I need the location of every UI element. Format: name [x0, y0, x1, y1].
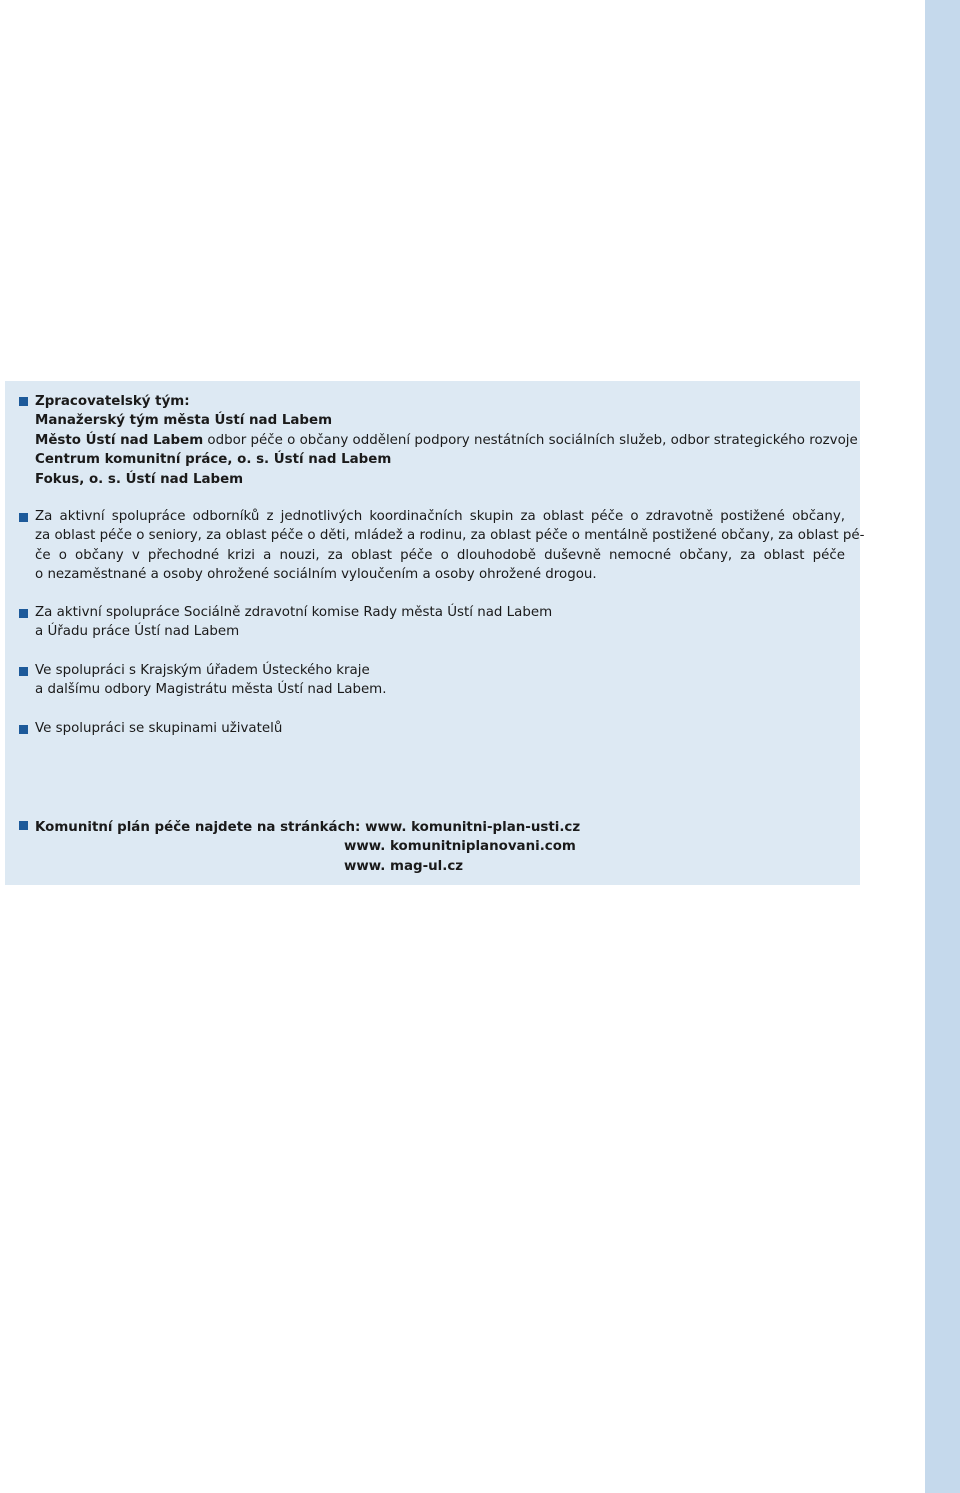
commission-block	[35, 603, 845, 642]
users-line-1: Ve spolupráci se skupinami uživatelů	[35, 721, 283, 736]
bullet-icon	[19, 821, 28, 830]
team-line-2	[35, 431, 858, 450]
web-label: Komunitní plán péče najdete na stránkách:	[35, 820, 366, 835]
bullet-icon	[19, 397, 28, 406]
web-url-2[interactable]: www. komunitniplanovani.com	[344, 839, 576, 855]
region-line-1: Ve spolupráci s Krajským úřadem Ústeckého kraje	[35, 663, 370, 678]
experts-line-3: če o občany v přechodné krizi a nouzi, za oblast péče o dlouhodobě duševně nemocné občany, za oblast péče	[35, 547, 845, 563]
experts-block	[35, 507, 865, 585]
team-line-4: Fokus, o. s. Ústí nad Labem	[35, 471, 244, 487]
experts-line-4: o nezaměstnané a osoby ohrožené sociálním vyloučením a osoby ohrožené drogou.	[35, 567, 597, 583]
commission-line-2: a Úřadu práce Ústí nad Labem	[35, 624, 240, 640]
bullet-icon	[19, 725, 28, 734]
team-line-2-rest: odbor péče o občany oddělení podpory nestátních sociálních služeb, odbor strategického rozvoje	[203, 432, 858, 448]
web-line-1	[35, 818, 580, 837]
team-line-1: Manažerský tým města Ústí nad Labem	[35, 413, 333, 429]
bullet-icon	[19, 513, 28, 522]
commission-line-1: Za aktivní spolupráce Sociálně zdravotní komise Rady města Ústí nad Labem	[35, 605, 553, 620]
web-url-1[interactable]: www. komunitni-plan-usti.cz	[365, 820, 581, 835]
experts-line-1: Za aktivní spolupráce odborníků z jednotlivých koordinačních skupin za oblast péče o zdravotně postižené občany,	[35, 509, 845, 524]
team-block	[35, 392, 858, 489]
bullet-icon	[19, 609, 28, 618]
team-line-2-bold: Město Ústí nad Labem	[35, 432, 204, 448]
bullet-icon	[19, 667, 28, 676]
experts-line-2: za oblast péče o seniory, za oblast péče o děti, mládež a rodinu, za oblast péče o mentálně postižené občany, za oblast pé-	[35, 528, 865, 544]
team-heading: Zpracovatelský tým:	[35, 394, 190, 409]
team-line-3: Centrum komunitní práce, o. s. Ústí nad Labem	[35, 452, 392, 468]
side-strip	[925, 0, 960, 1493]
users-block	[35, 719, 845, 738]
web-url-3[interactable]: www. mag-ul.cz	[344, 858, 464, 874]
region-block	[35, 661, 845, 700]
region-line-2: a dalšímu odbory Magistrátu města Ústí nad Labem.	[35, 682, 387, 698]
web-block	[35, 818, 580, 876]
